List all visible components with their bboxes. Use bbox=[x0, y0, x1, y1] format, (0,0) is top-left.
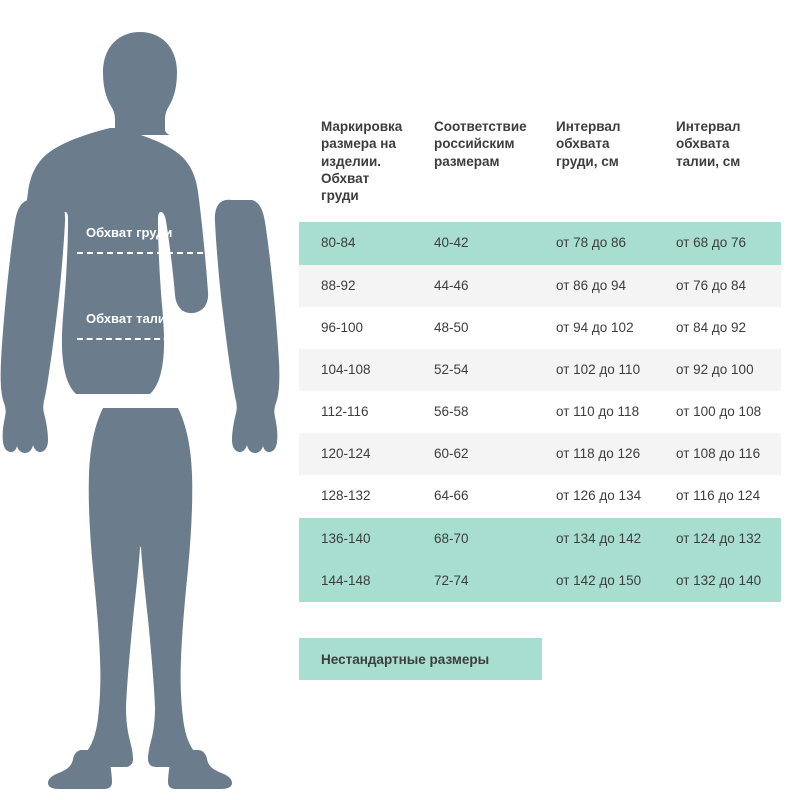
size-table-container bbox=[299, 118, 781, 602]
cell-marking: 104-108 bbox=[299, 349, 412, 391]
waist-measure-line bbox=[77, 338, 189, 340]
size-table bbox=[299, 118, 781, 602]
table-row bbox=[299, 265, 781, 307]
cell-russian-size: 72-74 bbox=[412, 560, 534, 602]
cell-chest-range: от 134 до 142 bbox=[534, 518, 654, 560]
table-row bbox=[299, 560, 781, 602]
cell-chest-range: от 118 до 126 bbox=[534, 433, 654, 475]
chest-measure-line bbox=[77, 252, 203, 254]
cell-waist-range: от 92 до 100 bbox=[654, 349, 781, 391]
cell-russian-size: 56-58 bbox=[412, 391, 534, 433]
table-header bbox=[299, 118, 781, 222]
cell-marking: 88-92 bbox=[299, 265, 412, 307]
table-row bbox=[299, 433, 781, 475]
cell-chest-range: от 78 до 86 bbox=[534, 222, 654, 264]
cell-marking: 96-100 bbox=[299, 307, 412, 349]
cell-russian-size: 60-62 bbox=[412, 433, 534, 475]
table-row bbox=[299, 307, 781, 349]
table-row bbox=[299, 391, 781, 433]
cell-waist-range: от 116 до 124 bbox=[654, 475, 781, 517]
cell-waist-range: от 100 до 108 bbox=[654, 391, 781, 433]
cell-waist-range: от 132 до 140 bbox=[654, 560, 781, 602]
nonstandard-sizes-note[interactable] bbox=[299, 638, 542, 680]
body-figure bbox=[0, 0, 290, 800]
column-header-marking: Маркировка размера на изделии. Обхват груди bbox=[299, 118, 412, 222]
cell-russian-size: 64-66 bbox=[412, 475, 534, 517]
table-header-row bbox=[299, 118, 781, 222]
cell-waist-range: от 124 до 132 bbox=[654, 518, 781, 560]
table-row bbox=[299, 222, 781, 264]
cell-marking: 80-84 bbox=[299, 222, 412, 264]
cell-chest-range: от 94 до 102 bbox=[534, 307, 654, 349]
cell-waist-range: от 108 до 116 bbox=[654, 433, 781, 475]
nonstandard-sizes-label: Нестандартные размеры bbox=[321, 651, 490, 667]
cell-russian-size: 40-42 bbox=[412, 222, 534, 264]
waist-measure-label: Обхват талии bbox=[86, 311, 174, 326]
column-header-russian-size: Соответствие российским размерам bbox=[412, 118, 534, 222]
chest-measure-label: Обхват груди bbox=[86, 225, 173, 240]
cell-chest-range: от 110 до 118 bbox=[534, 391, 654, 433]
table-row bbox=[299, 475, 781, 517]
column-header-waist-range: Интервал обхвата талии, см bbox=[654, 118, 781, 222]
male-body-silhouette-icon bbox=[0, 0, 290, 800]
cell-chest-range: от 126 до 134 bbox=[534, 475, 654, 517]
table-row bbox=[299, 349, 781, 391]
cell-russian-size: 48-50 bbox=[412, 307, 534, 349]
cell-waist-range: от 84 до 92 bbox=[654, 307, 781, 349]
cell-waist-range: от 68 до 76 bbox=[654, 222, 781, 264]
cell-waist-range: от 76 до 84 bbox=[654, 265, 781, 307]
cell-russian-size: 52-54 bbox=[412, 349, 534, 391]
cell-marking: 112-116 bbox=[299, 391, 412, 433]
cell-marking: 120-124 bbox=[299, 433, 412, 475]
table-body bbox=[299, 222, 781, 602]
table-row bbox=[299, 518, 781, 560]
cell-chest-range: от 102 до 110 bbox=[534, 349, 654, 391]
cell-marking: 128-132 bbox=[299, 475, 412, 517]
cell-chest-range: от 142 до 150 bbox=[534, 560, 654, 602]
cell-russian-size: 68-70 bbox=[412, 518, 534, 560]
column-header-chest-range: Интервал обхвата груди, см bbox=[534, 118, 654, 222]
cell-chest-range: от 86 до 94 bbox=[534, 265, 654, 307]
cell-marking: 136-140 bbox=[299, 518, 412, 560]
cell-russian-size: 44-46 bbox=[412, 265, 534, 307]
cell-marking: 144-148 bbox=[299, 560, 412, 602]
